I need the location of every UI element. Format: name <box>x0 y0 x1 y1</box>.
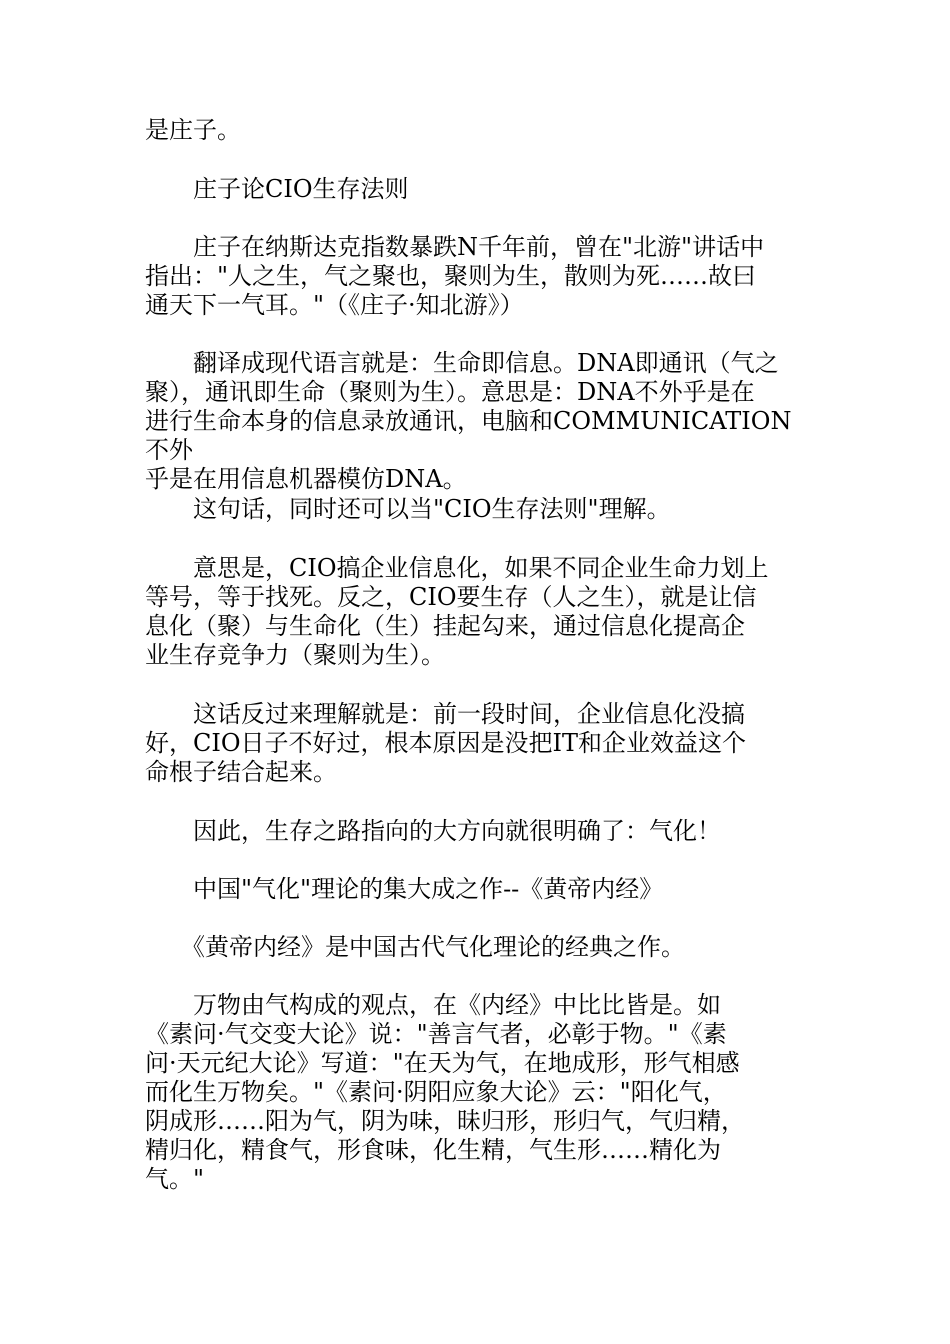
paragraph-6: 意思是，CIO搞企业信息化，如果不同企业生命力划上 等号，等于找死。反之，CIO要生存（人之生），就是让信 息化（聚）与生命化（生）挂起勾来，通过信息化提高企 业生存竞争力（聚则为生）。 <box>145 554 769 669</box>
paragraph-2: 庄子论CIO生存法则 <box>145 175 409 203</box>
paragraph-5: 这句话，同时还可以当"CIO生存法则"理解。 <box>145 495 671 523</box>
paragraph-3: 庄子在纳斯达克指数暴跌N千年前，曾在"北游"讲话中 指出："人之生，气之聚也，聚则为生，散则为死……故曰 通天下一气耳。"（《庄子·知北游》） <box>145 233 765 319</box>
paragraph-9: 中国"气化"理论的集大成之作--《黄帝内经》 <box>145 875 664 903</box>
paragraph-8: 因此，生存之路指向的大方向就很明确了：气化！ <box>145 817 721 845</box>
paragraph-11: 万物由气构成的观点，在《内经》中比比皆是。如 《素问·气交变大论》说："善言气者，必彰于物。"《素 问·天元纪大论》写道："在天为气，在地成形，形气相感 而化生万物矣。"《素问·阴阳应象大论》云："阳化气， 阴成形……阳为气，阴为味，昧归形，形归气，气归精， 精归化，精食气，形食味，化生精，气生形……精化为 气。" <box>145 991 745 1193</box>
paragraph-1: 是庄子。 <box>145 116 241 144</box>
paragraph-4: 翻译成现代语言就是：生命即信息。DNA即通讯（气之 聚），通讯即生命（聚则为生）。意思是：DNA不外乎是在 进行生命本身的信息录放通讯，电脑和COMMUNICATION不外 乎是在用信息机器模仿DNA。 <box>145 349 792 493</box>
paragraph-7: 这话反过来理解就是：前一段时间，企业信息化没搞 好，CIO日子不好过，根本原因是没把IT和企业效益这个 命根子结合起来。 <box>145 700 747 786</box>
paragraph-10: 《黄帝内经》是中国古代气化理论的经典之作。 <box>145 933 685 961</box>
